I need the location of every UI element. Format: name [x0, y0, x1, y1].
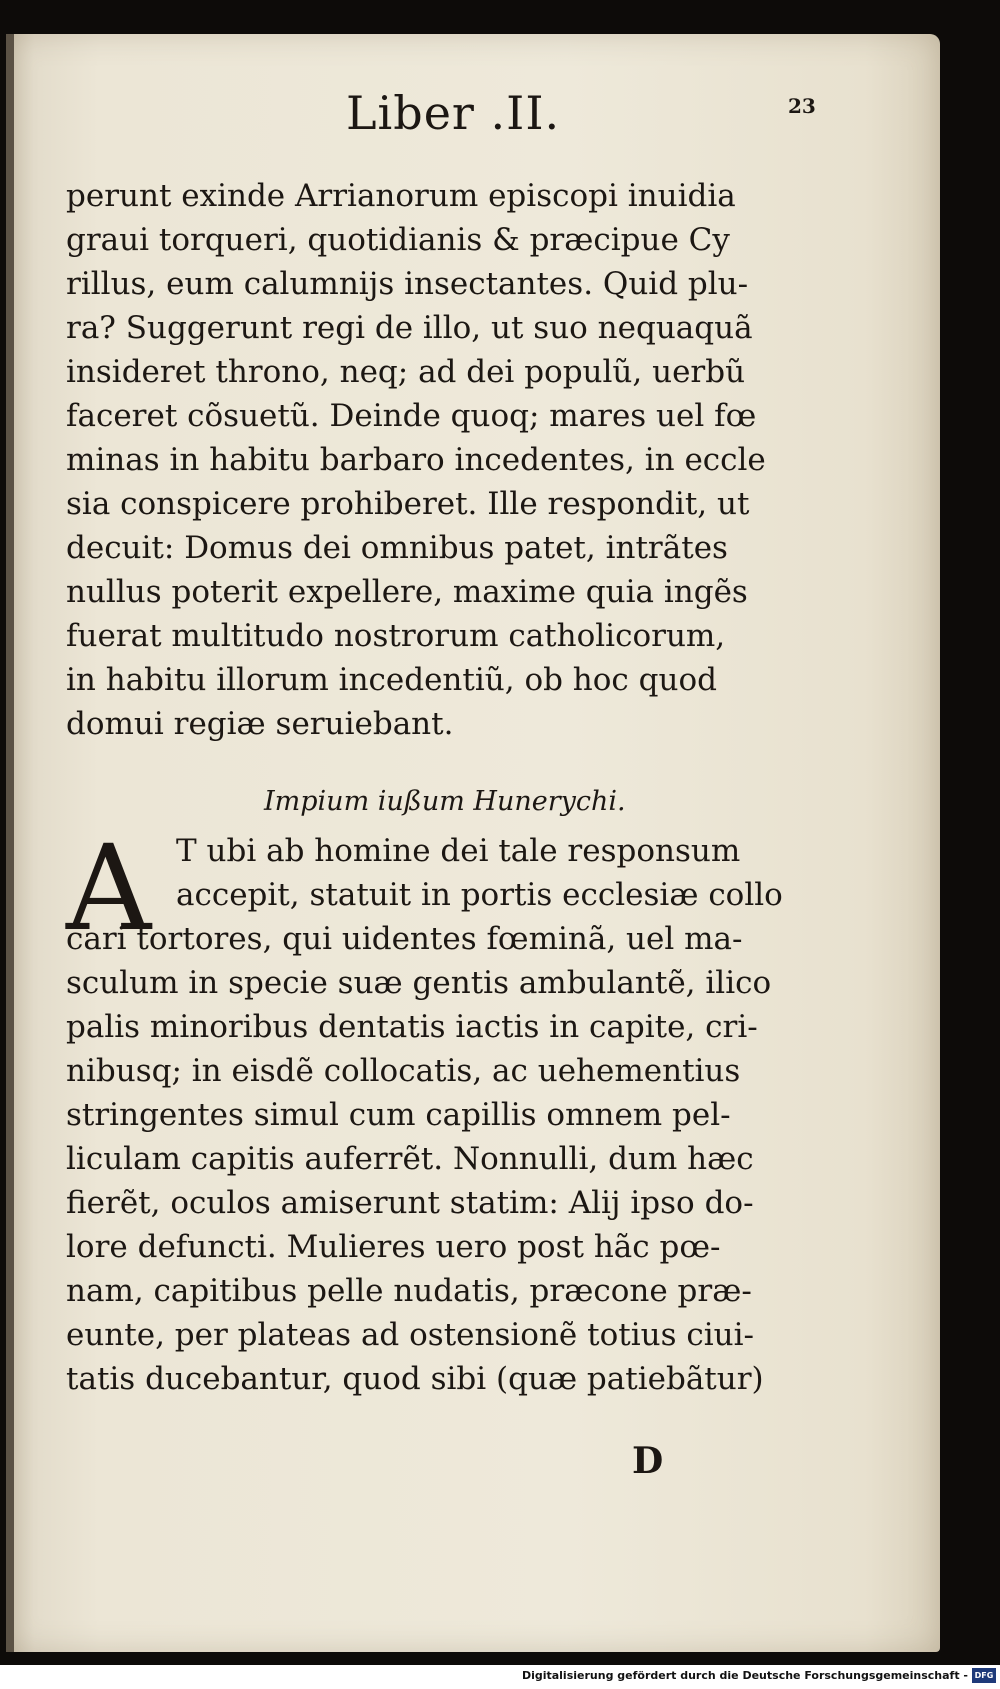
- text-line: nibusq; in eisdẽ collocatis, ac uehementius: [66, 1053, 741, 1089]
- text-line: domui regiæ seruiebant.: [66, 706, 454, 742]
- text-line: nullus poterit expellere, maxime quia ingẽs: [66, 574, 748, 610]
- text-line: T ubi ab homine dei tale responsum: [176, 833, 741, 869]
- text-line: tatis ducebantur, quod sibi (quæ patiebãtur): [66, 1361, 764, 1397]
- text-line: ra? Suggerunt regi de illo, ut suo nequaquã: [66, 310, 753, 346]
- text-line: faceret cõsuetũ. Deinde quoq; mares uel fœ: [66, 398, 757, 434]
- text-line: sia conspicere prohiberet. Ille respondit, ut: [66, 486, 750, 522]
- paragraph-2: [66, 819, 846, 1401]
- running-head: Liber .II.: [346, 86, 561, 140]
- funding-credit: Digitalisierung gefördert durch die Deutsche Forschungsgemeinschaft -: [521, 1669, 968, 1682]
- catchword: D: [632, 1440, 664, 1482]
- text-line: in habitu illorum incedentiũ, ob hoc quod: [66, 662, 717, 698]
- text-line: rillus, eum calumnijs insectantes. Quid plu-: [66, 266, 749, 302]
- text-line: liculam capitis auferrẽt. Nonnulli, dum hæc: [66, 1141, 754, 1177]
- text-line: palis minoribus dentatis iactis in capite, cri-: [66, 1009, 758, 1045]
- text-line: graui torqueri, quotidianis & præcipue Cy: [66, 222, 730, 258]
- section-heading: Impium iußum Hunerychi.: [264, 786, 626, 817]
- text-line: sculum in specie suæ gentis ambulantẽ, ilico: [66, 965, 772, 1001]
- text-line: stringentes simul cum capillis omnem pel-: [66, 1097, 731, 1133]
- text-line: decuit: Domus dei omnibus patet, intrãtes: [66, 530, 728, 566]
- drop-capital: A: [66, 819, 152, 957]
- paragraph-1: [66, 174, 846, 746]
- text-line: fuerat multitudo nostrorum catholicorum,: [66, 618, 726, 654]
- text-line: minas in habitu barbaro incedentes, in eccle: [66, 442, 766, 478]
- text-line: accepit, statuit in portis ecclesiæ collo: [176, 877, 783, 913]
- page-header: [66, 86, 846, 156]
- book-page: [6, 34, 940, 1652]
- text-line: cari tortores, qui uidentes fœminã, uel ma-: [66, 921, 743, 957]
- text-line: lore defuncti. Mulieres uero post hãc pœ-: [66, 1229, 721, 1265]
- dfg-logo: DFG: [972, 1668, 996, 1683]
- text-line: fierẽt, oculos amiserunt statim: Alij ipso do-: [66, 1185, 754, 1221]
- folio-number: 23: [788, 94, 816, 118]
- footer-bar: [0, 1665, 1000, 1689]
- text-line: eunte, per plateas ad ostensionẽ totius ciui-: [66, 1317, 754, 1353]
- page-gutter: [6, 34, 14, 1652]
- text-line: insideret throno, neq; ad dei populũ, uerbũ: [66, 354, 746, 390]
- text-line: perunt exinde Arrianorum episcopi inuidia: [66, 178, 736, 214]
- text-line: nam, capitibus pelle nudatis, præcone præ-: [66, 1273, 752, 1309]
